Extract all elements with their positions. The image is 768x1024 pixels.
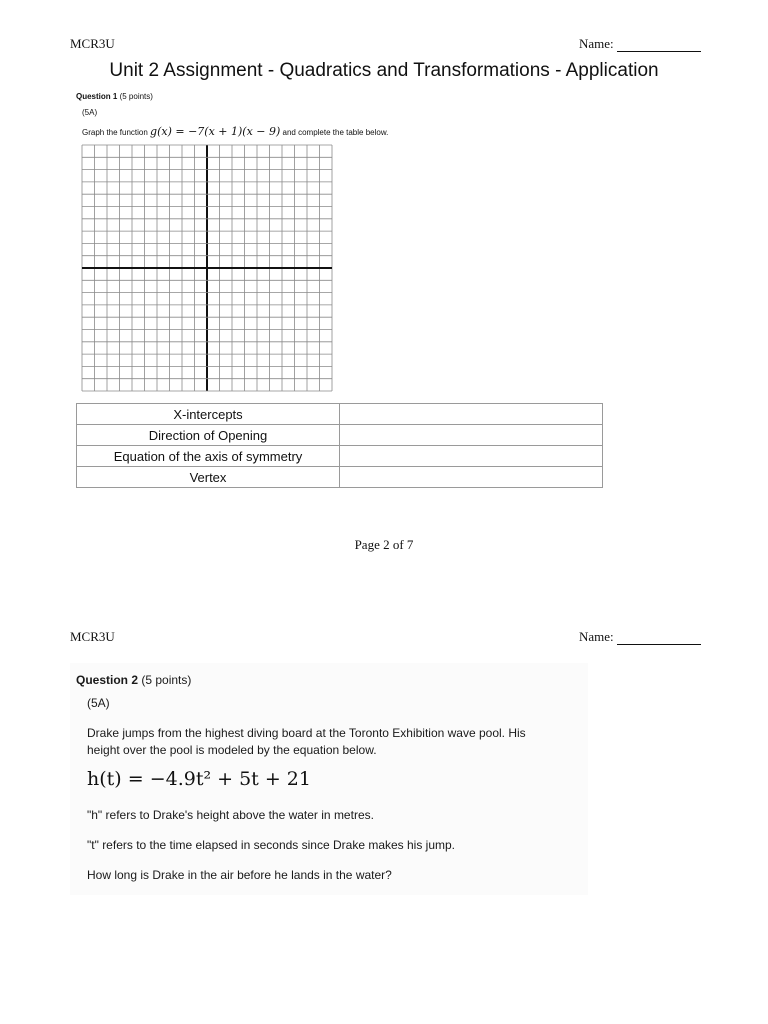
name-label: Name: [579,36,614,51]
question-2-paragraph: Drake jumps from the highest diving board at the Toronto Exhibition wave pool. His height over the pool is modeled by the equation below. [87,726,526,757]
height-equation-text: h(t) = −4.9t² + 5t + 21 [87,768,311,790]
name-blank [617,39,701,52]
x-intercepts-answer-cell[interactable] [340,404,603,425]
question-2-points: (5 points) [141,673,192,687]
page-number: Page 2 of 7 [354,537,414,552]
course-code: MCR3U [70,36,115,51]
question-2-heading [76,672,191,689]
question-1-code: (5A) [82,108,98,117]
name-label: Name: [579,629,614,644]
coordinate-grid[interactable] [80,143,334,393]
axis-of-symmetry-label: Equation of the axis of symmetry [77,446,340,467]
prompt-text-start: Graph the function [82,128,151,137]
vertex-label: Vertex [77,467,340,488]
x-intercepts-label: X-intercepts [77,404,340,425]
question-1-points: (5 points) [119,92,153,101]
table-row [77,467,603,488]
assignment-title: Unit 2 Assignment - Quadratics and Transformations - Application [109,60,659,81]
height-equation [87,768,311,790]
table-row [77,446,603,467]
table-row [77,425,603,446]
axis-of-symmetry-answer-cell[interactable] [340,446,603,467]
course-code: MCR3U [70,629,115,644]
note-t: "t" refers to the time elapsed in seconds since Drake makes his jump. [87,838,456,852]
name-blank [617,632,701,645]
direction-of-opening-label: Direction of Opening [77,425,340,446]
prompt-text-end: and complete the table below. [280,128,389,137]
question-1-heading [76,92,153,101]
question-1-prompt [82,125,388,138]
question-2-code: (5A) [87,696,110,710]
table-row [77,404,603,425]
function-expression: g(x) = −7(x + 1)(x − 9) [150,125,281,138]
direction-of-opening-answer-cell[interactable] [340,425,603,446]
name-field [579,36,701,52]
question-1-number: Question 1 [76,92,118,101]
note-h: "h" refers to Drake's height above the water in metres. [87,808,374,822]
question-2-number: Question 2 [76,673,139,687]
vertex-answer-cell[interactable] [340,467,603,488]
answer-table [76,403,603,488]
name-field [579,629,701,645]
question-2-ask: How long is Drake in the air before he lands in the water? [87,868,392,882]
